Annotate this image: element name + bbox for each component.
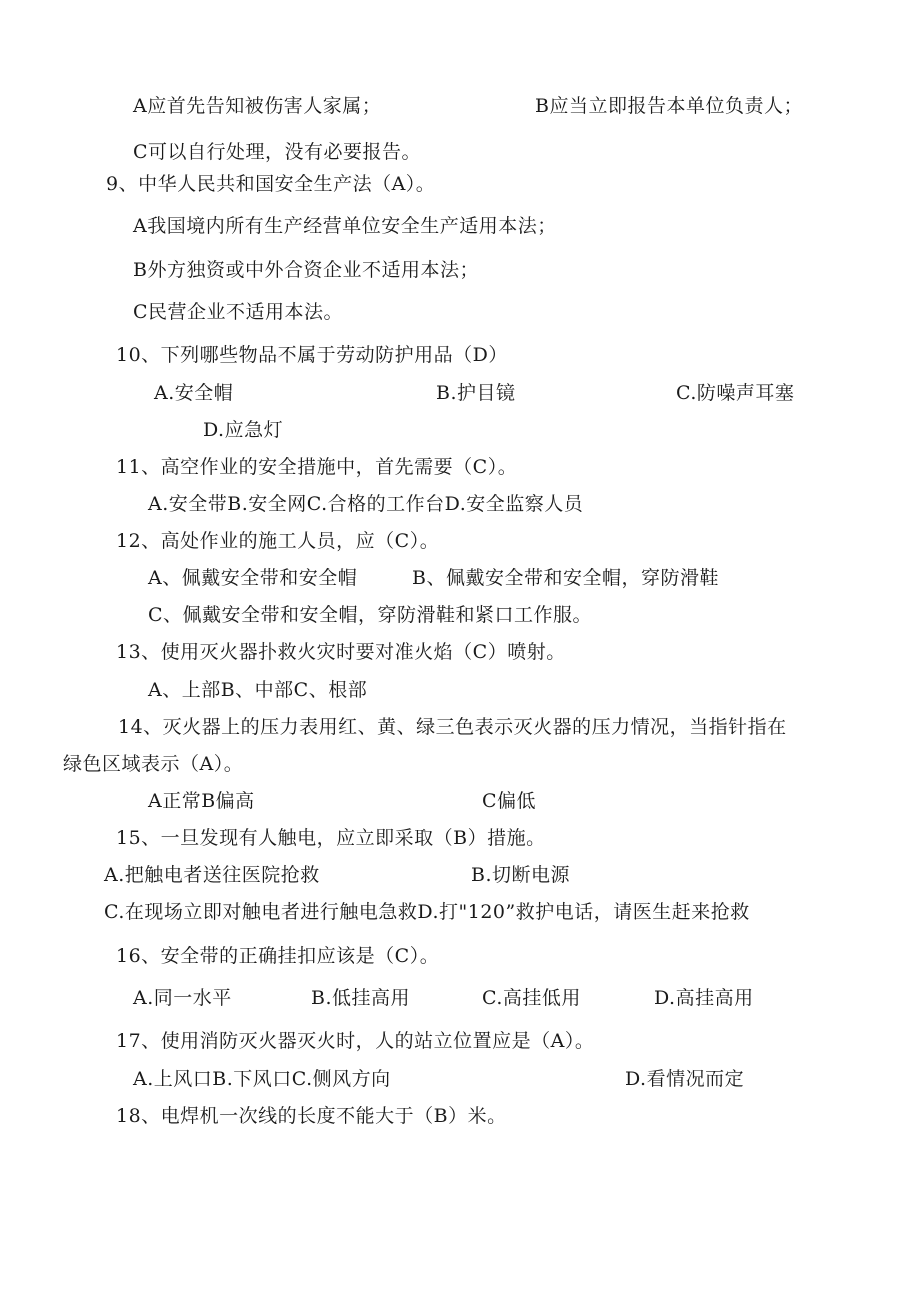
q12-option-a: A、佩戴安全带和安全帽 [148,567,358,589]
q8-option-b: B应当立即报告本单位负责人； [535,95,803,117]
q9-option-c: C民营企业不适用本法。 [133,301,344,323]
q10-option-d: D.应急灯 [203,419,284,441]
q17-option-d: D.看情况而定 [625,1068,745,1090]
question-12: 12、高处作业的施工人员，应（C）。 [116,530,440,552]
q9-option-a: A我国境内所有生产经营单位安全生产适用本法； [133,215,557,237]
question-14-line-1: 14、灭火器上的压力表用红、黄、绿三色表示灭火器的压力情况，当指针指在 [118,716,787,738]
q12-option-b: B、佩戴安全带和安全帽，穿防滑鞋 [412,567,719,589]
question-17: 17、使用消防灭火器灭火时，人的站立位置应是（A）。 [116,1030,595,1052]
q16-option-c: C.高挂低用 [482,987,581,1009]
q15-options-cd: C.在现场立即对触电者进行触电急救D.打"120”救护电话，请医生赶来抢救 [104,901,750,923]
q12-option-c: C、佩戴安全带和安全帽，穿防滑鞋和紧口工作服。 [148,604,593,626]
q14-options-ab: A正常B偏高 [148,790,255,812]
q11-options: A.安全带B.安全网C.合格的工作台D.安全监察人员 [148,493,584,515]
q8-option-c: C可以自行处理，没有必要报告。 [133,141,422,163]
q10-option-a: A.安全帽 [154,382,234,404]
question-16: 16、安全带的正确挂扣应该是（C）。 [116,945,440,967]
q8-option-a: A应首先告知被伤害人家属； [133,95,382,117]
question-15: 15、一旦发现有人触电，应立即采取（B）措施。 [116,827,546,849]
question-9: 9、中华人民共和国安全生产法（A）。 [106,173,436,195]
q17-options-abc: A.上风口B.下风口C.侧风方向 [133,1068,391,1090]
q14-option-c: C偏低 [482,790,537,812]
q16-option-d: D.高挂高用 [654,987,754,1009]
q13-options: A、上部B、中部C、根部 [148,679,368,701]
q16-option-a: A.同一水平 [133,987,232,1009]
q15-option-b: B.切断电源 [471,864,571,886]
question-11: 11、高空作业的安全措施中，首先需要（C）。 [116,456,518,478]
q15-option-a: A.把触电者送往医院抢救 [104,864,320,886]
question-14-line-2: 绿色区域表示（A）。 [63,753,244,775]
question-13: 13、使用灭火器扑救火灾时要对准火焰（C）喷射。 [116,641,566,663]
question-10: 10、下列哪些物品不属于劳动防护用品（D） [116,344,508,366]
question-18: 18、电焊机一次线的长度不能大于（B）米。 [116,1105,507,1127]
q16-option-b: B.低挂高用 [311,987,411,1009]
q9-option-b: B外方独资或中外合资企业不适用本法； [133,259,479,281]
q10-option-b: B.护目镜 [436,382,516,404]
q10-option-c: C.防噪声耳塞 [676,382,795,404]
